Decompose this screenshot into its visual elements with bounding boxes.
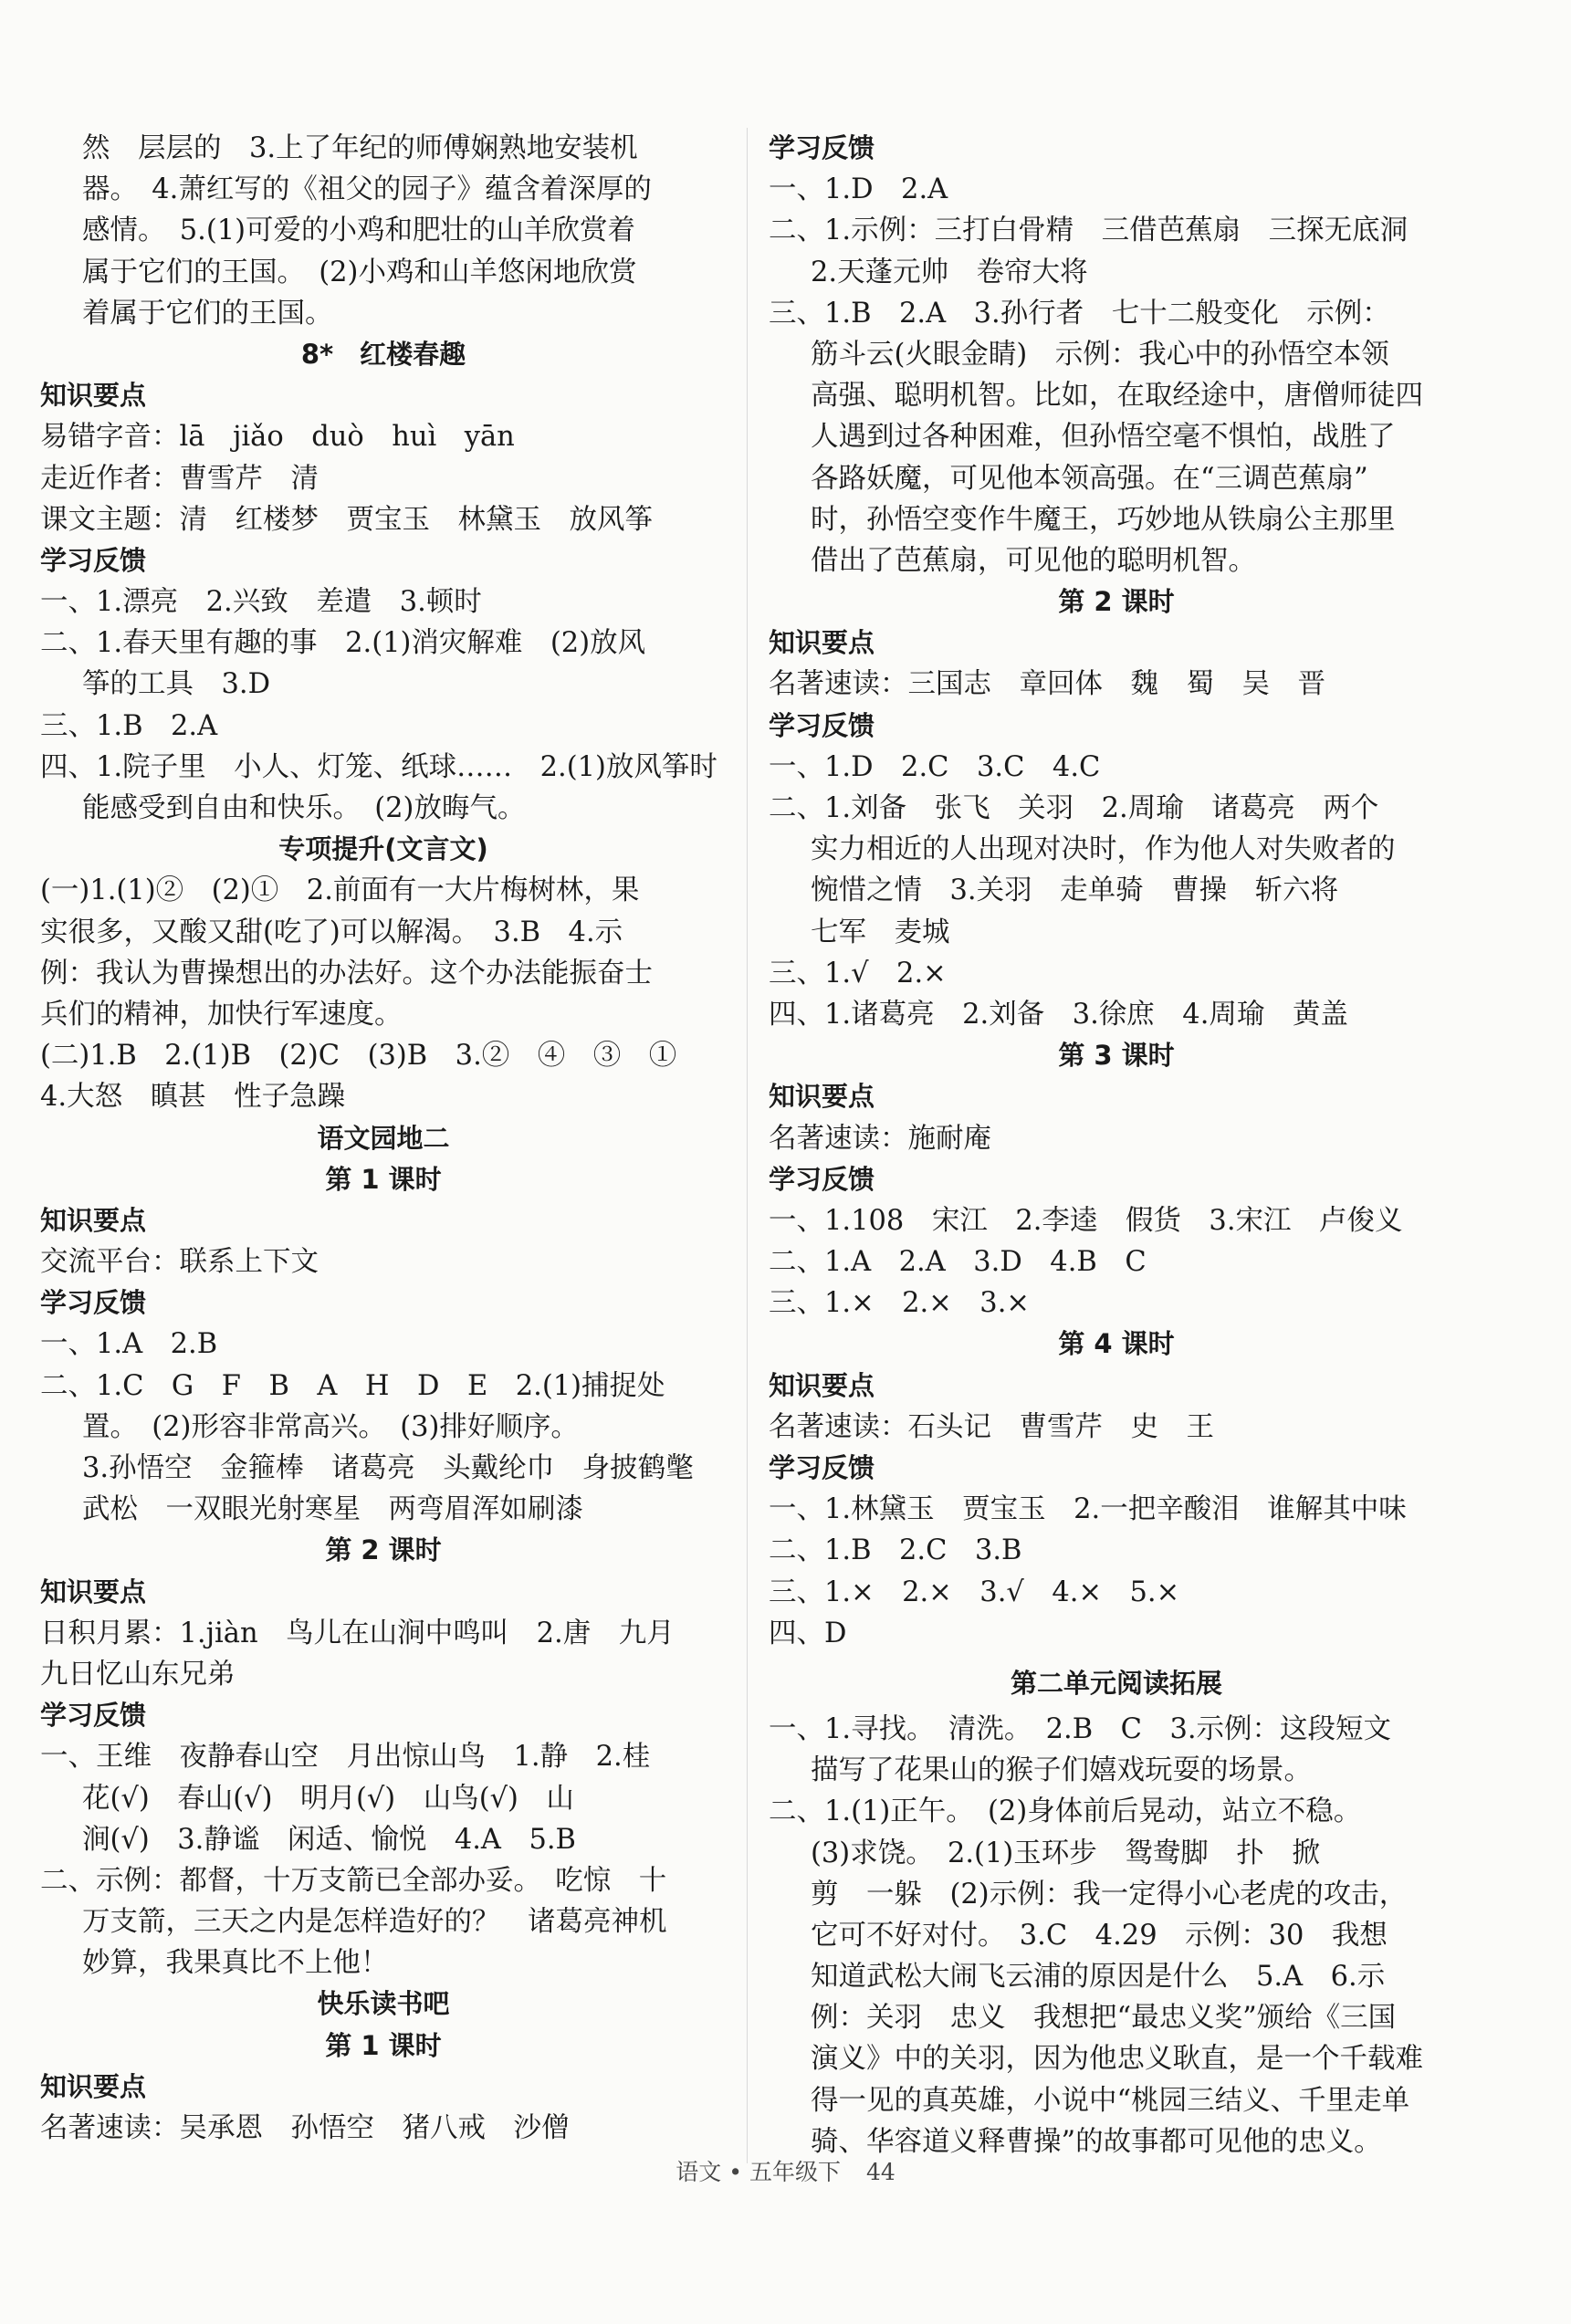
answer-line: (二)1.B 2.(1)B (2)C (3)B 3.② ④ ③ ① <box>40 1040 677 1073</box>
answer-line: 涧(√) 3.静谧 闲适、愉悦 4.A 5.B <box>82 1823 576 1856</box>
answer-line: 名著速读：三国志 章回体 魏 蜀 吴 晋 <box>769 668 1325 701</box>
answer-line: 三、1.B 2.A 3.孙行者 七十二般变化 示例： <box>769 297 1390 330</box>
answer-line: 名著速读：石头记 曹雪芹 史 王 <box>769 1410 1214 1443</box>
answer-line: 四、D <box>769 1617 847 1649</box>
answer-line: 二、1.A 2.A 3.D 4.B C <box>769 1246 1147 1279</box>
answer-line: 二、示例：都督，十万支箭已全部办妥。 吃惊 十 <box>40 1864 667 1897</box>
answer-line: 时，孙悟空变作牛魔王，巧妙地从铁扇公主那里 <box>811 503 1396 536</box>
answer-line: 借出了芭蕉扇，可见他的聪明机智。 <box>811 544 1256 577</box>
answer-line: 骑、华容道义释曹操”的故事都可见他的忠义。 <box>811 2125 1382 2158</box>
page-footer <box>0 2154 1571 2187</box>
answer-line: 四、1.院子里 小人、灯笼、纸球…… 2.(1)放风筝时 <box>40 750 717 783</box>
right-column <box>769 128 1464 2162</box>
answer-line: 名著速读：施耐庵 <box>769 1122 991 1155</box>
answer-line: 实力相近的人出现对决时，作为他人对失败者的 <box>811 833 1396 866</box>
answer-line: 二、1.C G F B A H D E 2.(1)捕捉处 <box>40 1369 665 1402</box>
subsection-heading: 知识要点 <box>40 1576 147 1607</box>
subsection-heading: 知识要点 <box>40 1204 147 1236</box>
answer-line: 二、1.(1)正午。 (2)身体前后晃动，站立不稳。 <box>769 1795 1362 1828</box>
answer-line: 属于它们的王国。 (2)小鸡和山羊悠闲地欣赏 <box>82 256 637 288</box>
answer-line: (一)1.(1)② (2)① 2.前面有一大片梅树林，果 <box>40 874 640 907</box>
left-column <box>40 128 727 2149</box>
answer-line: 九日忆山东兄弟 <box>40 1658 236 1691</box>
answer-line: 4.大怒 瞋甚 性子急躁 <box>40 1081 346 1114</box>
subsection-heading: 知识要点 <box>40 2070 147 2102</box>
subsection-heading: 学习反馈 <box>769 1163 875 1195</box>
answer-line: 妙算，我果真比不上他！ <box>82 1947 389 1980</box>
answer-line: (3)求饶。 2.(1)玉环步 鸳鸯脚 扑 掀 <box>811 1837 1320 1869</box>
answer-line: 一、1.D 2.A <box>769 173 948 206</box>
answer-line: 例：关羽 忠义 我想把“最忠义奖”颁给《三国 <box>811 2002 1397 2035</box>
answer-line: 易错字音：lā jiǎo duò huì yān <box>40 421 515 454</box>
subsection-heading: 知识要点 <box>769 1081 875 1113</box>
answer-line: 筝的工具 3.D <box>82 668 271 701</box>
answer-line: 万支箭，三天之内是怎样造好的？ 诸葛亮神机 <box>82 1906 667 1939</box>
answer-line: 名著速读：吴承恩 孙悟空 猪八戒 沙僧 <box>40 2112 570 2144</box>
answer-line: 一、1.林黛玉 贾宝玉 2.一把辛酸泪 谁解其中味 <box>769 1493 1407 1526</box>
answer-line: 感情。 5.(1)可爱的小鸡和肥壮的山羊欣赏着 <box>82 215 636 247</box>
section-title: 第 2 课时 <box>325 1534 442 1566</box>
footer-separator: • <box>728 2159 742 2185</box>
section-title: 语文园地二 <box>317 1122 450 1154</box>
answer-line: 得一见的真英雄，小说中“桃园三结义、千里走单 <box>811 2084 1410 2117</box>
answer-line: 例：我认为曹操想出的办法好。这个办法能振奋士 <box>40 957 653 989</box>
answer-line: 各路妖魔，可见他本领高强。在“三调芭蕉扇” <box>811 462 1368 495</box>
answer-line: 惋惜之情 3.关羽 走单骑 曹操 斩六将 <box>811 874 1339 907</box>
answer-line: 一、1.寻找。 清洗。 2.B C 3.示例：这段短文 <box>769 1712 1392 1745</box>
subsection-heading: 知识要点 <box>769 627 875 659</box>
subsection-heading: 学习反馈 <box>40 544 147 576</box>
answer-line: 走近作者：曹雪芹 清 <box>40 462 319 495</box>
answer-line: 二、1.春天里有趣的事 2.(1)消灾解难 (2)放风 <box>40 627 646 660</box>
section-title: 第 1 课时 <box>325 1163 442 1195</box>
footer-subject: 语文 <box>676 2159 722 2185</box>
answer-line: 武松 一双眼光射寒星 两弯眉浑如刷漆 <box>82 1493 583 1526</box>
subsection-heading: 知识要点 <box>40 380 147 412</box>
answer-line: 3.孙悟空 金箍棒 诸葛亮 头戴纶巾 身披鹤氅 <box>82 1452 694 1484</box>
footer-grade: 五年级下 <box>749 2159 841 2185</box>
column-divider <box>747 128 748 2163</box>
answer-line: 着属于它们的王国。 <box>82 297 333 330</box>
section-title: 第 4 课时 <box>1058 1328 1175 1360</box>
answer-line: 剪 一躲 (2)示例：我一定得小心老虎的攻击， <box>811 1878 1408 1910</box>
answer-line: 置。 (2)形容非常高兴。 (3)排好顺序。 <box>82 1410 579 1443</box>
answer-line: 2.天蓬元帅 卷帘大将 <box>811 256 1088 288</box>
section-title: 第 3 课时 <box>1058 1040 1175 1072</box>
answer-line: 能感受到自由和快乐。 (2)放晦气。 <box>82 792 526 824</box>
subsection-heading: 学习反馈 <box>769 1452 875 1483</box>
subsection-heading: 学习反馈 <box>40 1700 147 1732</box>
answer-line: 三、1.B 2.A <box>40 709 218 742</box>
answer-line: 一、王维 夜静春山空 月出惊山鸟 1.静 2.桂 <box>40 1741 651 1774</box>
answer-line: 一、1.D 2.C 3.C 4.C <box>769 750 1101 783</box>
subsection-heading: 学习反馈 <box>769 132 875 163</box>
section-title: 第 1 课时 <box>325 2029 442 2061</box>
answer-line: 花(√) 春山(√) 明月(√) 山鸟(√) 山 <box>82 1782 574 1815</box>
answer-line: 它可不好对付。 3.C 4.29 示例：30 我想 <box>811 1919 1388 1952</box>
answer-line: 筋斗云(火眼金睛) 示例：我心中的孙悟空本领 <box>811 338 1389 371</box>
answer-line: 课文主题：清 红楼梦 贾宝玉 林黛玉 放风筝 <box>40 503 653 536</box>
answer-line: 知道武松大闹飞云浦的原因是什么 5.A 6.示 <box>811 1961 1386 1994</box>
section-title: 第 2 课时 <box>1058 586 1175 618</box>
answer-line: 实很多，又酸又甜(吃了)可以解渴。 3.B 4.示 <box>40 916 623 948</box>
answer-line: 一、1.108 宋江 2.李逵 假货 3.宋江 卢俊义 <box>769 1204 1403 1237</box>
answer-line: 器。 4.萧红写的《祖父的园子》蕴含着深厚的 <box>82 173 652 206</box>
answer-line: 一、1.A 2.B <box>40 1328 218 1361</box>
answer-line: 描写了花果山的猴子们嬉戏玩耍的场景。 <box>811 1754 1312 1787</box>
answer-line: 人遇到过各种困难，但孙悟空毫不惧怕，战胜了 <box>811 421 1396 454</box>
answer-line: 三、1.√ 2.× <box>769 957 947 989</box>
answer-line: 演义》中的关羽，因为他忠义耿直，是一个千载难 <box>811 2043 1423 2076</box>
footer-page-number: 44 <box>865 2159 895 2185</box>
answer-line: 二、1.B 2.C 3.B <box>769 1534 1022 1567</box>
section-title: 第二单元阅读拓展 <box>1010 1667 1222 1699</box>
answer-line: 七军 麦城 <box>811 916 950 948</box>
subsection-heading: 学习反馈 <box>769 709 875 741</box>
answer-line: 三、1.× 2.× 3.√ 4.× 5.× <box>769 1576 1180 1608</box>
answer-line: 然 层层的 3.上了年纪的师傅娴熟地安装机 <box>82 132 638 164</box>
section-title: 快乐读书吧 <box>317 1988 450 2020</box>
answer-line: 四、1.诸葛亮 2.刘备 3.徐庶 4.周瑜 黄盖 <box>769 998 1348 1031</box>
answer-line: 二、1.示例：三打白骨精 三借芭蕉扇 三探无底洞 <box>769 215 1409 247</box>
answer-line: 兵们的精神，加快行军速度。 <box>40 998 403 1031</box>
answer-line: 一、1.漂亮 2.兴致 差遣 3.顿时 <box>40 586 482 619</box>
subsection-heading: 学习反馈 <box>40 1287 147 1319</box>
answer-line: 高强、聪明机智。比如，在取经途中，唐僧师徒四 <box>811 380 1423 413</box>
subsection-heading: 知识要点 <box>769 1369 875 1401</box>
answer-line: 二、1.刘备 张飞 关羽 2.周瑜 诸葛亮 两个 <box>769 792 1379 824</box>
section-title: 8* 红楼春趣 <box>300 338 466 370</box>
answer-line: 三、1.× 2.× 3.× <box>769 1287 1030 1320</box>
answer-line: 交流平台：联系上下文 <box>40 1246 319 1279</box>
section-title: 专项提升(文言文) <box>278 833 488 865</box>
answer-line: 日积月累：1.jiàn 鸟儿在山涧中鸣叫 2.唐 九月 <box>40 1617 675 1649</box>
